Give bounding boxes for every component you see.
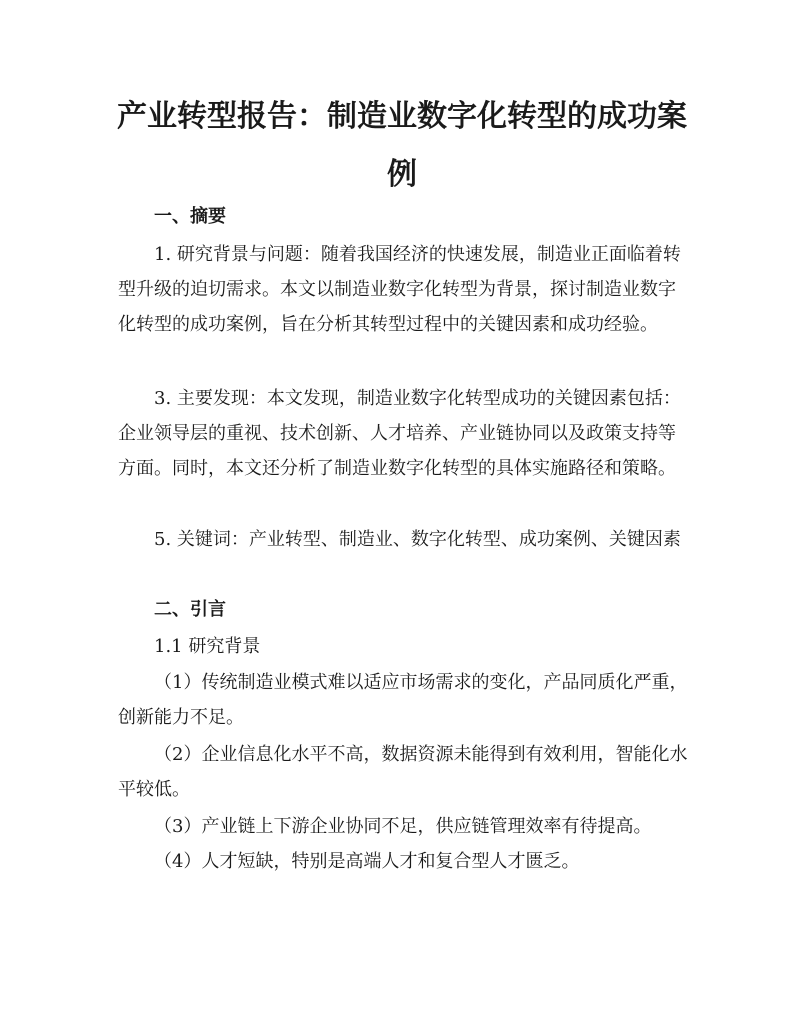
- background-item-1: （1）传统制造业模式难以适应市场需求的变化，产品同质化严重，创新能力不足。: [118, 672, 688, 728]
- background-item-3: （3）产业链上下游企业协同不足，供应链管理效率有待提高。: [154, 816, 652, 837]
- section-heading-abstract: 一、摘要: [154, 206, 226, 227]
- abstract-paragraph-1: 1. 研究背景与问题：随着我国经济的快速发展，制造业正面临着转型升级的迫切需求。本文以制造业数字化转型为背景，探讨制造业数字化转型的成功案例，旨在分析其转型过程中的关键因素和成功经验。: [118, 244, 681, 335]
- section-heading-introduction: 二、引言: [154, 599, 226, 620]
- background-item-2: （2）企业信息化水平不高，数据资源未能得到有效利用，智能化水平较低。: [118, 744, 688, 800]
- abstract-paragraph-2: 3. 主要发现：本文发现，制造业数字化转型成功的关键因素包括：企业领导层的重视、技术创新、人才培养、产业链协同以及政策支持等方面。同时，本文还分析了制造业数字化转型的具体实施路径和策略。: [118, 388, 681, 479]
- background-item-4: （4）人才短缺，特别是高端人才和复合型人才匮乏。: [154, 851, 580, 872]
- abstract-keywords: 5. 关键词：产业转型、制造业、数字化转型、成功案例、关键因素: [154, 529, 681, 550]
- document-title: 产业转型报告：制造业数字化转型的成功案例: [117, 99, 687, 192]
- subsection-heading-background: 1.1 研究背景: [154, 636, 261, 657]
